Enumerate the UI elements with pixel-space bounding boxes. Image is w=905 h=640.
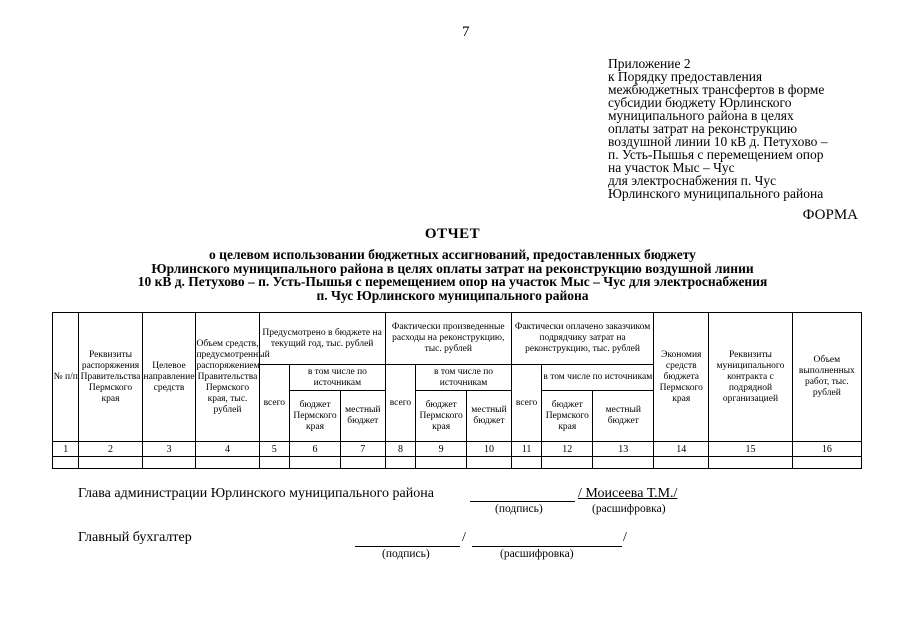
column-number: 16 [792,442,861,457]
form-label: ФОРМА [802,207,858,223]
accountant-label: Главный бухгалтер [78,530,192,545]
header-work-volume: Объем выполненных работ, тыс. рублей [792,313,861,442]
accountant-decode-line [472,546,622,547]
header-total: всего [511,365,542,442]
appendix-line: для электроснабжения п. Чус [608,173,777,188]
column-number: 7 [340,442,385,457]
header-local: местный бюджет [593,391,654,442]
page-number: 7 [462,24,470,40]
header-including: в том числе по источникам [416,365,512,391]
appendix-block [608,57,868,200]
column-number: 10 [467,442,512,457]
decode-caption: (расшифровка) [500,548,574,560]
header-planned: Предусмотрено в бюджете на текущий год, тыс. рублей [259,313,385,365]
header-including: в том числе по источникам [290,365,386,391]
column-number: 6 [290,442,341,457]
subtitle-line: 10 кВ д. Петухово – п. Усть-Пышья с перемещением опор на участок Мыс – Чус для электроснабжения [137,274,768,289]
appendix-line: Юрлинского муниципального района [608,186,824,201]
header-volume: Объем средств, предусмотренный распоряжением Правительства Пермского края, тыс. рублей [196,313,259,442]
column-number: 4 [196,442,259,457]
header-purpose: Целевое направление средств [142,313,196,442]
column-number: 12 [542,442,593,457]
header-regional: бюджет Пермского края [542,391,593,442]
header-local: местный бюджет [340,391,385,442]
report-table [52,312,862,469]
decode-caption: (расшифровка) [592,503,666,515]
head-label: Глава администрации Юрлинского муниципального района [78,486,434,501]
column-number: 5 [259,442,290,457]
report-subtitle [0,248,905,302]
signature-caption: (подпись) [495,503,543,515]
column-number: 1 [53,442,79,457]
header-including: в том числе по источникам [542,365,654,391]
appendix-line: межбюджетных трансфертов в форме [608,82,825,97]
subtitle-line: Юрлинского муниципального района в целях оплаты затрат на реконструкцию воздушной линии [151,260,754,276]
column-number: 11 [511,442,542,457]
header-total: всего [259,365,290,442]
slash: / [623,530,627,545]
header-requisites: Реквизиты распоряжения Правительства Пермского края [79,313,142,442]
column-number: 3 [142,442,196,457]
appendix-line: оплаты затрат на реконструкцию [608,121,798,136]
header-regional: бюджет Пермского края [290,391,341,442]
appendix-line: к Порядку предоставления [608,69,763,84]
column-number: 9 [416,442,467,457]
subtitle-line: п. Чус Юрлинского муниципального района [316,287,589,303]
table-row [53,457,862,469]
header-regional: бюджет Пермского края [416,391,467,442]
slash: / [462,530,466,545]
header-total: всего [385,365,416,442]
head-name: / Моисеева Т.М./ [578,486,678,501]
accountant-signature-line [355,546,460,547]
appendix-line: п. Усть-Пышья с перемещением опор [608,147,824,162]
column-number: 13 [593,442,654,457]
signature-caption: (подпись) [382,548,430,560]
column-number: 14 [654,442,709,457]
appendix-line: субсидии бюджету Юрлинского [608,95,792,110]
appendix-line: муниципального района в целях [608,108,794,123]
header-local: местный бюджет [467,391,512,442]
report-title: ОТЧЕТ [424,226,481,242]
head-signature-line [470,501,575,502]
header-paid: Фактически оплачено заказчиком подрядчику затрат на реконструкцию, тыс. рублей [511,313,653,365]
header-economy: Экономия средств бюджета Пермского края [654,313,709,442]
appendix-line: на участок Мыс – Чус [608,160,735,175]
column-number: 15 [709,442,792,457]
header-contract: Реквизиты муниципального контракта с подрядной организацией [709,313,792,442]
appendix-line: воздушной линии 10 кВ д. Петухово – [608,134,828,149]
appendix-line: Приложение 2 [608,56,691,71]
column-number: 2 [79,442,142,457]
header-actual: Фактически произведенные расходы на реконструкцию, тыс. рублей [385,313,511,365]
column-number: 8 [385,442,416,457]
subtitle-line: о целевом использовании бюджетных ассигнований, предоставленных бюджету [209,247,696,262]
header-num: № п/п [53,313,79,442]
